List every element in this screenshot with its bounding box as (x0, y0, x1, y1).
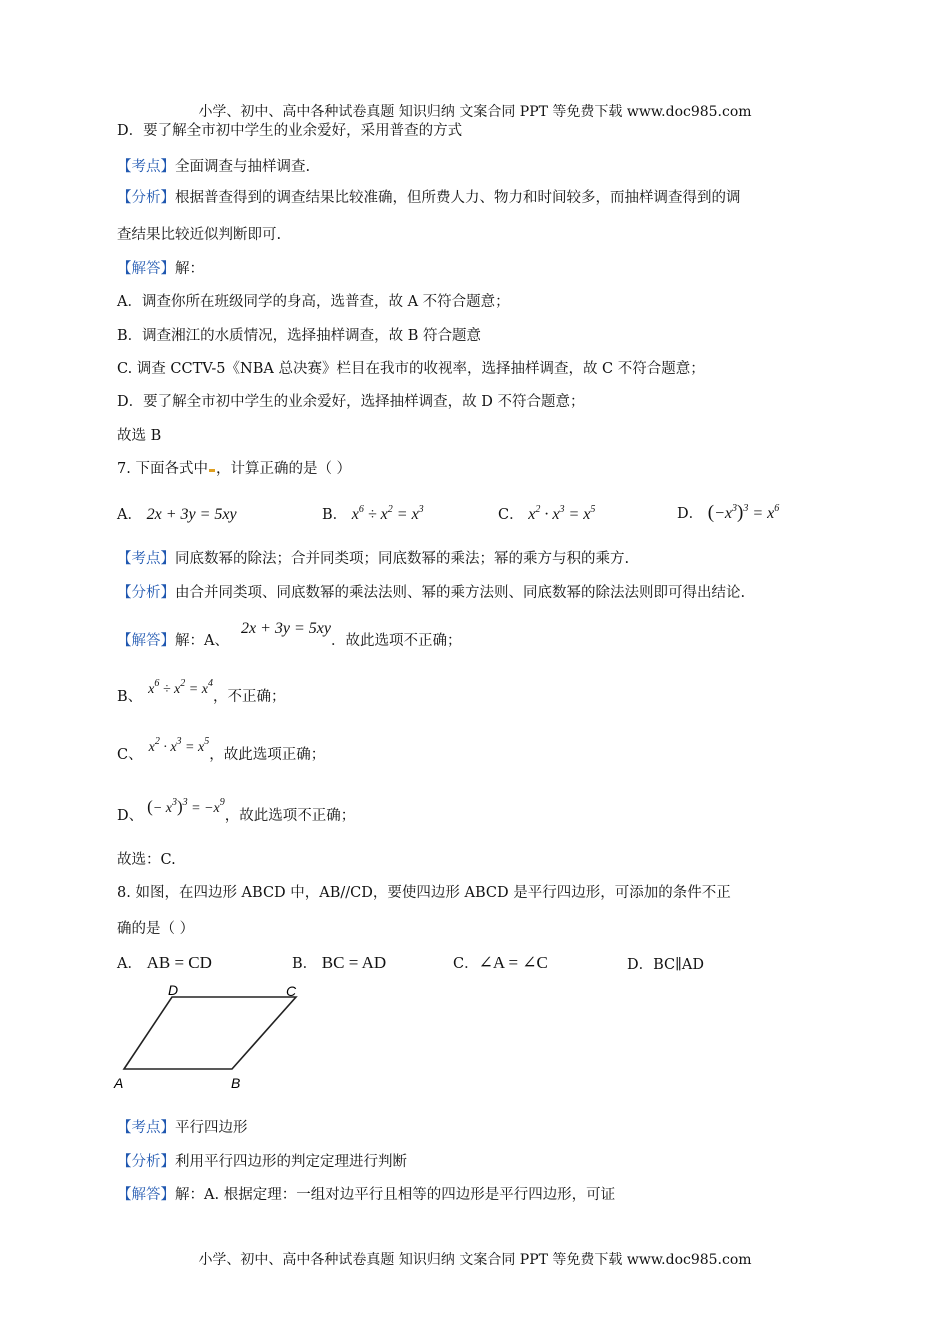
vertex-label-d: D (168, 982, 179, 998)
q6-jieda-c: C. 调查 CCTV-5《NBA 总决赛》栏目在我市的收视率，选择抽样调查，故 C 不符合题意； (117, 361, 705, 377)
q8-jieda (117, 1186, 615, 1204)
fenxi-tag: 【分析】 (117, 585, 175, 601)
jieda-tag: 【解答】 (117, 1187, 175, 1203)
option-c-expr: ∠A = ∠C (478, 953, 548, 972)
q7-fenxi (117, 584, 745, 602)
option-label: B． (292, 956, 318, 972)
fenxi-text-1: 根据普查得到的调查结果比较准确，但所费人力、物力和时间较多，而抽样调查得到的调 (175, 190, 741, 206)
q6-option-d: D．要了解全市初中学生的业余爱好，采用普查的方式 (117, 123, 463, 139)
option-d-expr: $(-x^3)^3 = x^6$ (707, 502, 780, 523)
q7-stem-a: 7. 下面各式中 (117, 461, 208, 477)
q7-jieda-d (117, 797, 356, 826)
option-b-expr: $x^6 \div x^2 = x^3$ (351, 504, 424, 523)
fenxi-text: 利用平行四边形的判定定理进行判断 (175, 1154, 407, 1170)
q8-kaodian (117, 1119, 248, 1137)
q6-fenxi-cont: 查结果比较近似判断即可. (117, 227, 282, 243)
q6-kaodian (117, 158, 310, 176)
q6-jieda-d: D．要了解全市初中学生的业余爱好，选择抽样调查，故 D 不符合题意； (117, 394, 585, 410)
jieda-c-post: ，故此选项正确； (209, 747, 326, 763)
fenxi-tag: 【分析】 (117, 190, 175, 206)
q7-option-a (117, 505, 237, 525)
q6-fenxi (117, 189, 741, 207)
jieda-tag: 【解答】 (117, 633, 175, 649)
page-header: 小学、初中、高中各种试卷真题 知识归纳 文案合同 PPT 等免费下载 www.doc985.com (198, 104, 752, 120)
q7-option-d (677, 503, 779, 524)
jieda-a-pre: 解：A、 (175, 633, 229, 649)
q8-fenxi (117, 1153, 407, 1171)
jieda-a-post: ．故此选项不正确； (330, 633, 462, 649)
jieda-d-expr: (− $x^3)^3 = -x^9$ (147, 797, 225, 816)
q8-option-d: D．BC∥AD (627, 957, 704, 973)
parallelogram-figure (110, 980, 310, 1095)
q7-answer: 故选：C. (117, 852, 176, 868)
q7-stem-b: ，计算正确的是（ ） (215, 461, 352, 477)
q8-stem-2: 确的是（ ） (117, 921, 195, 937)
q8-option-a (117, 953, 212, 974)
parallelogram-shape (124, 997, 296, 1069)
kaodian-text: 平行四边形 (175, 1120, 248, 1136)
vertex-label-a: A (114, 1075, 124, 1091)
jieda-b-post: ，不正确； (212, 689, 286, 705)
q6-jieda (117, 260, 204, 278)
kaodian-text: 全面调查与抽样调查. (175, 159, 311, 175)
q7-option-c (498, 505, 595, 525)
jieda-text: 解： (175, 261, 204, 277)
option-c-expr: $x^2 \cdot x^3 = x^5$ (528, 504, 596, 523)
option-a-expr: AB = CD (146, 953, 212, 972)
option-label: D． (677, 506, 704, 522)
q6-jieda-a: A．调查你所在班级同学的身高，选普查，故 A 不符合题意； (117, 294, 510, 310)
option-label: C． (498, 507, 524, 523)
vertex-label-b: B (231, 1075, 241, 1091)
kaodian-tag: 【考点】 (117, 1120, 175, 1136)
option-label: C． (453, 956, 479, 972)
q6-answer: 故选 B (117, 428, 162, 444)
option-a-expr: 2x + 3y = 5xy (146, 506, 237, 523)
jieda-c-expr: $x^2 \cdot x^3 = x^5$ (148, 736, 210, 755)
q8-stem-1: 8. 如图，在四边形 ABCD 中，AB//CD，要使四边形 ABCD 是平行四边形，可添加的条件不正 (117, 885, 731, 901)
option-label: A． (117, 956, 142, 972)
fenxi-tag: 【分析】 (117, 1154, 175, 1170)
q7-kaodian (117, 550, 629, 568)
q7-jieda-c (117, 736, 326, 765)
jieda-b-pre: B、 (117, 689, 143, 705)
q7-jieda-b (117, 678, 286, 707)
q6-jieda-b: B．调查湘江的水质情况，选择抽样调查，故 B 符合题意 (117, 328, 482, 344)
jieda-a-expr: 2x + 3y = 5xy (240, 620, 331, 637)
q7-option-b (322, 505, 424, 525)
jieda-c-pre: C、 (117, 747, 143, 763)
q8-option-b (292, 953, 386, 974)
q7-jieda-a (117, 620, 462, 650)
jieda-b-expr: $x^6 \div x^2 = x^4$ (148, 678, 213, 697)
option-label: B． (322, 507, 348, 523)
option-label: A． (117, 507, 142, 523)
q7-stem (117, 460, 351, 478)
kaodian-tag: 【考点】 (117, 551, 175, 567)
jieda-d-post: ，故此选项不正确； (224, 808, 356, 824)
jieda-d-pre: D、 (117, 808, 144, 824)
jieda-tag: 【解答】 (117, 261, 175, 277)
q8-option-c (453, 953, 548, 974)
option-b-expr: BC = AD (321, 953, 387, 972)
kaodian-tag: 【考点】 (117, 159, 175, 175)
mark-dot (209, 469, 215, 472)
vertex-label-c: C (286, 983, 297, 999)
fenxi-text: 由合并同类项、同底数幂的乘法法则、幂的乘方法则、同底数幂的除法法则即可得出结论. (175, 585, 746, 601)
page-footer: 小学、初中、高中各种试卷真题 知识归纳 文案合同 PPT 等免费下载 www.doc985.com (198, 1252, 752, 1268)
jieda-text: 解：A. 根据定理：一组对边平行且相等的四边形是平行四边形，可证 (175, 1187, 616, 1203)
kaodian-text: 同底数幂的除法；合并同类项；同底数幂的乘法；幂的乘方与积的乘方. (175, 551, 630, 567)
